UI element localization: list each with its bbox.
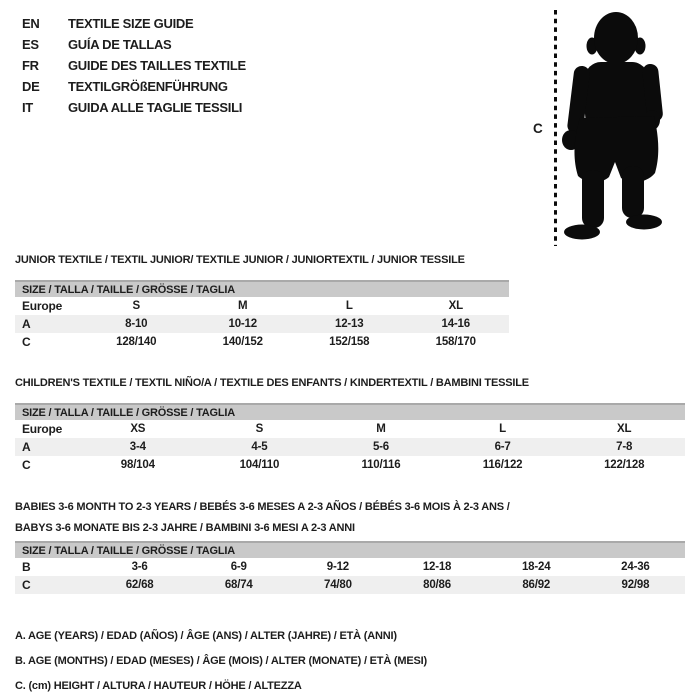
size-value: 3-4 xyxy=(129,441,146,453)
section-babies-textile xyxy=(15,497,685,594)
table-row xyxy=(15,558,685,576)
table-title-line: BABIES 3-6 MONTH TO 2-3 YEARS / BEBÉS 3-6 MESES A 2-3 AÑOS / BÉBÉS 3-6 MOIS À 2-3 ANS / xyxy=(15,501,510,513)
size-value: 62/68 xyxy=(125,579,154,591)
size-value: 12-18 xyxy=(422,561,452,573)
language-title: TEXTILE SIZE GUIDE xyxy=(68,16,194,31)
language-code: IT xyxy=(22,100,33,115)
size-value: 140/152 xyxy=(222,336,263,348)
table-row xyxy=(15,438,685,456)
size-value: 3-6 xyxy=(131,561,148,573)
legend-note: B. AGE (MONTHS) / EDAD (MESES) / ÂGE (MOIS) / ALTER (MONATE) / ETÀ (MESI) xyxy=(15,655,427,667)
junior-size-table xyxy=(15,280,509,351)
junior-table-title xyxy=(15,250,509,271)
height-measure-label: C xyxy=(533,121,543,136)
size-header-row xyxy=(15,404,685,420)
children-size-table xyxy=(15,403,685,474)
table-row xyxy=(15,420,685,438)
language-code: FR xyxy=(22,58,39,73)
size-value: XL xyxy=(448,300,463,312)
table-title-line: BABYS 3-6 MONATE BIS 2-3 JAHRE / BAMBINI 3-6 MESI A 2-3 ANNI xyxy=(15,522,355,534)
size-value: 8-10 xyxy=(125,318,148,330)
size-header-cell: SIZE / TALLA / TAILLE / GRÖSSE / TAGLIA xyxy=(15,281,509,297)
table-row xyxy=(15,576,685,594)
size-value: 152/158 xyxy=(329,336,370,348)
size-value: S xyxy=(132,300,140,312)
size-value: 86/92 xyxy=(522,579,551,591)
table-title-line: CHILDREN'S TEXTILE / TEXTIL NIÑO/A / TEXTILE DES ENFANTS / KINDERTEXTIL / BAMBINI TESSILE xyxy=(15,377,529,389)
size-value: 12-13 xyxy=(335,318,364,330)
language-title: GUIDE DES TAILLES TEXTILE xyxy=(68,58,246,73)
size-header-row xyxy=(15,542,685,558)
size-value: L xyxy=(345,300,353,312)
size-value: 74/80 xyxy=(324,579,352,591)
size-header-cell: SIZE / TALLA / TAILLE / GRÖSSE / TAGLIA xyxy=(15,404,685,420)
row-label: C xyxy=(22,335,31,349)
size-value: 10-12 xyxy=(228,318,257,330)
language-code: EN xyxy=(22,16,40,31)
language-code: ES xyxy=(22,37,39,52)
size-value: 128/140 xyxy=(116,336,157,348)
height-figure xyxy=(530,0,700,250)
table-row xyxy=(15,297,509,315)
row-label: Europe xyxy=(22,422,63,436)
size-value: XS xyxy=(130,423,146,435)
children-table-title xyxy=(15,373,685,394)
legend-note: C. (cm) HEIGHT / ALTURA / HAUTEUR / HÖHE / ALTEZZA xyxy=(15,680,302,692)
size-value: 7-8 xyxy=(616,441,633,453)
size-value: 14-16 xyxy=(441,318,470,330)
language-title: GUIDA ALLE TAGLIE TESSILI xyxy=(68,100,243,115)
section-children-textile xyxy=(15,373,685,474)
size-value: 5-6 xyxy=(372,441,389,453)
size-value: 98/104 xyxy=(120,459,155,471)
size-value: 6-9 xyxy=(230,561,247,573)
language-row xyxy=(22,13,246,34)
size-value: 68/74 xyxy=(224,579,253,591)
legend-note: A. AGE (YEARS) / EDAD (AÑOS) / ÂGE (ANS) / ALTER (JAHRE) / ETÀ (ANNI) xyxy=(15,630,397,642)
toddler-silhouette xyxy=(562,12,664,240)
size-value: 6-7 xyxy=(494,441,511,453)
size-value: L xyxy=(499,423,506,435)
language-row xyxy=(22,55,246,76)
table-row xyxy=(15,315,509,333)
language-title: GUÍA DE TALLAS xyxy=(68,37,172,52)
size-value: 110/116 xyxy=(361,459,401,471)
size-value: 104/110 xyxy=(239,459,280,471)
row-label: A xyxy=(22,317,31,331)
size-value: 158/170 xyxy=(435,336,476,348)
size-value: 80/86 xyxy=(423,579,451,591)
section-junior-textile xyxy=(15,250,509,351)
row-label: A xyxy=(22,440,31,454)
size-value: 92/98 xyxy=(621,579,650,591)
size-value: 122/128 xyxy=(604,459,645,471)
language-row xyxy=(22,34,246,55)
babies-size-table xyxy=(15,541,685,594)
row-label: Europe xyxy=(22,299,63,313)
size-value: M xyxy=(238,300,248,312)
size-value: 9-12 xyxy=(326,561,349,573)
size-value: M xyxy=(376,423,386,435)
size-header-cell: SIZE / TALLA / TAILLE / GRÖSSE / TAGLIA xyxy=(15,542,685,558)
language-row xyxy=(22,76,246,97)
size-value: 18-24 xyxy=(521,561,551,573)
size-header-row xyxy=(15,281,509,297)
size-value: XL xyxy=(617,423,632,435)
language-row xyxy=(22,97,246,118)
size-value: S xyxy=(255,423,264,435)
toddler-silhouette-icon xyxy=(530,0,700,250)
size-value: 4-5 xyxy=(251,441,268,453)
row-label: C xyxy=(22,458,31,472)
table-row xyxy=(15,456,685,474)
language-code: DE xyxy=(22,79,40,94)
language-list xyxy=(22,13,246,118)
table-title-line: JUNIOR TEXTILE / TEXTIL JUNIOR/ TEXTILE JUNIOR / JUNIORTEXTIL / JUNIOR TESSILE xyxy=(15,254,465,266)
table-row xyxy=(15,333,509,351)
row-label: B xyxy=(22,560,31,574)
babies-table-title xyxy=(15,497,685,539)
row-label: C xyxy=(22,578,31,592)
legend-notes xyxy=(15,624,427,699)
size-value: 116/122 xyxy=(482,459,523,471)
size-value: 24-36 xyxy=(621,561,650,573)
language-title: TEXTILGRÖßENFÜHRUNG xyxy=(68,79,228,94)
